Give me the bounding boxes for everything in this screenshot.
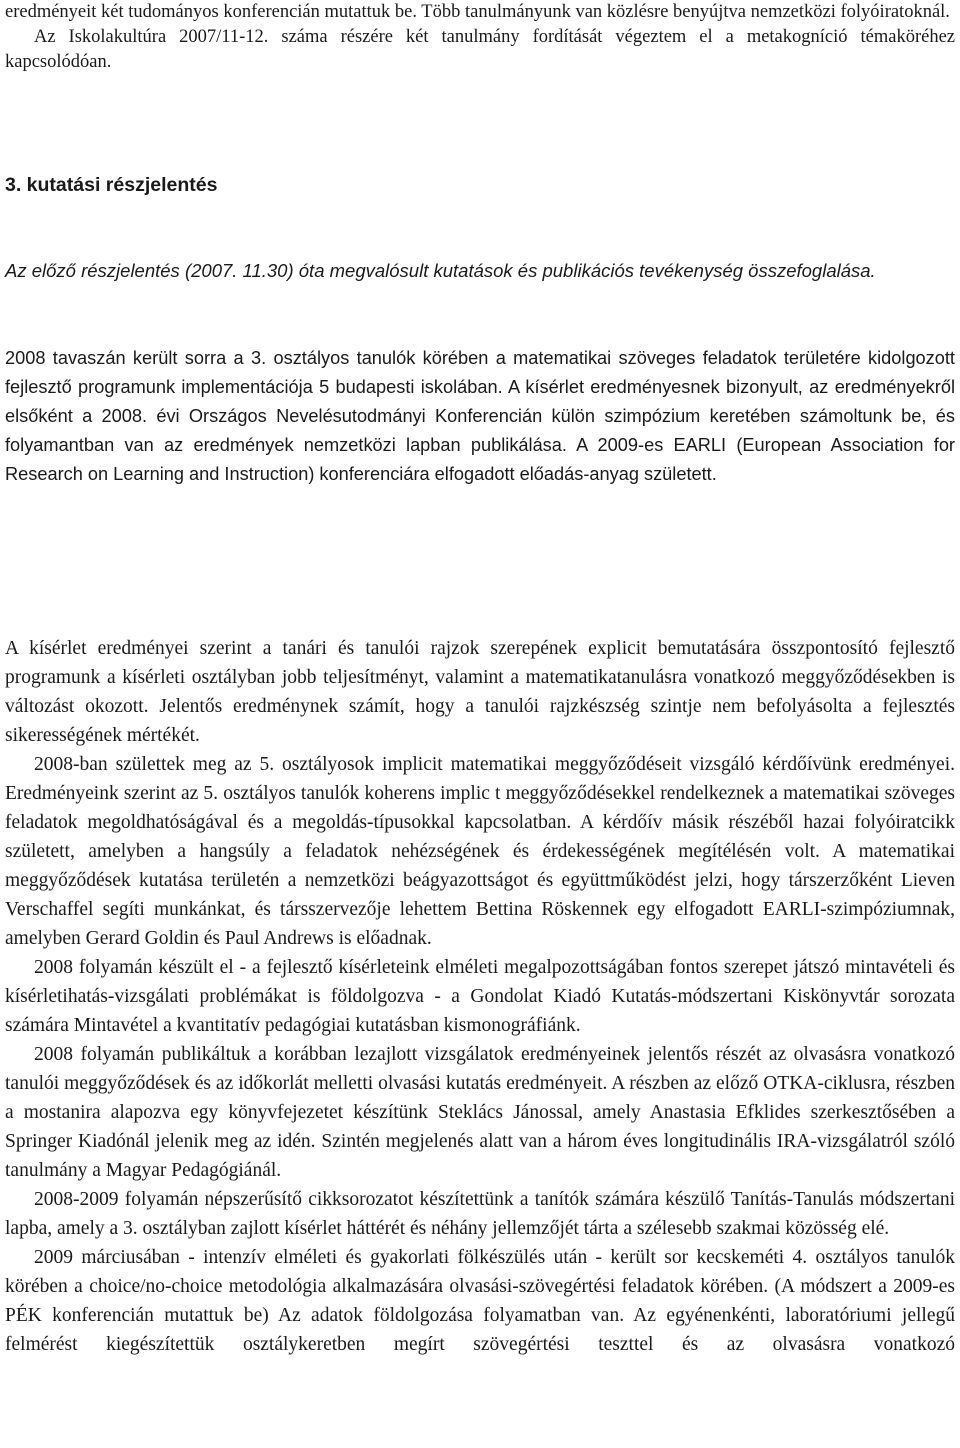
intro-paragraph-1: eredményeit két tudományos konferencián mutattuk be. Több tanulmányunk van közlésre benyújtva nemzetközi folyóiratoknál.: [5, 2, 950, 22]
paragraph-4: 2008 folyamán publikáltuk a korábban lezajlott vizsgálatok eredményeinek jelentős részét az olvasásra vonatkozó tanulói meggyőződések és az időkorlát melletti olvasási kutatás eredményeit. A részben az előző OTKA-ciklusra, részben a mostanira alapozva egy könyvfejezetet készítünk Steklács Jánossal, amely Anastasia Efklides szerkesztősében a Springer Kiadónál jelenik meg az idén. Szintén megjelenés alatt van a három éves longitudinális IRA-vizsgálatról szóló tanulmány a Magyar Pedagógiánál.: [5, 1044, 955, 1181]
section-heading: 3. kutatási részjelentés: [5, 174, 218, 196]
body-text: [5, 634, 955, 1359]
paragraph-3: 2008 folyamán készült el - a fejlesztő kísérleteink elméleti megalpozottságában fontos szerepet játszó mintavételi és kísérletihatás-vizsgálati problémákat is földolgozva - a Gondolat Kiadó Kutatás-módszertani Kiskönyvtár sorozata számára Mintavétel a kvantitatív pedagógiai kutatásban kismonográfiánk.: [5, 957, 955, 1036]
intro-text: [5, 0, 955, 75]
paragraph-6: 2009 márciusában - intenzív elméleti és gyakorlati fölkészülés után - került sor kecskeméti 4. osztályos tanulók körében a choice/no-choice metodológia alkalmazására olvasási-szövegértési feladatok körében. (A módszert a 2009-es PÉK konferencián mutattuk be) Az adatok földolgozása folyamatban van. Az egyénenkénti, laboratóriumi jellegű felmérést kiegészítettük osztálykeretben megírt szövegértési teszttel és az olvasásra vonatkozó: [5, 1247, 955, 1355]
paragraph-5: 2008-2009 folyamán népszerűsítő cikksorozatot készítettünk a tanítók számára készülő Tanítás-Tanulás módszertani lapba, amely a 3. osztályban zajlott kísérlet háttérét és néhány jellemzőjét tárta a szélesebb szakmai közösség elé.: [5, 1189, 955, 1239]
paragraph-1-sans: 2008 tavaszán került sorra a 3. osztályos tanulók körében a matematikai szöveges feladatok területére kidolgozott fejlesztő programunk implementációja 5 budapesti iskolában. A kísérlet eredményesnek bizonyult, az eredményekről elsőként a 2008. évi Országos Nevelésutodmányi Konferencián külön szimpózium keretében számoltunk be, és folyamantban van az eredmények nemzetközi lapban publikálása. A 2009-es EARLI (European Association for Research on Learning and Instruction) konferenciára elfogadott előadás-anyag született.: [5, 348, 955, 484]
paragraph-2: 2008-ban születtek meg az 5. osztályosok implicit matematikai meggyőződéseit vizsgáló kérdőívünk eredményei. Eredményeink szerint az 5. osztályos tanulók koherens implic t meggyőződésekkel rendelkeznek a matematikai szöveges feladatok megoldhatóságával és a megoldás-típusokkal kapcsolatban. A kérdőív másik részéből hazai folyóiratcikk született, amelyben a hangsúly a feladatok nehézségének és érdekességének megítélésén volt. A matematikai meggyőződések kutatása területén a nemzetközi beágyazottságot és együttműködést jelzi, hogy társzerzőként Lieven Verschaffel segíti munkánkat, és társszervezője lehettem Bettina Röskennek egy elfogadott EARLI-szimpóziumnak, amelyben Gerard Goldin és Paul Andrews is előadnak.: [5, 754, 955, 949]
paragraph-1-serif: A kísérlet eredményei szerint a tanári és tanulói rajzok szerepének explicit bemutatására összpontosító fejlesztő programunk a kísérleti osztályban jobb teljesítményt, valamint a matematikatanulásra vonatkozó meggyőződésekben is változást okozott. Jelentős eredménynek számít, hogy a tanulói rajzkészség szintje nem befolyásolta a fejlesztés sikerességének mértékét.: [5, 638, 955, 746]
intro-paragraph-2: Az Iskolakultúra 2007/11-12. száma részére két tanulmány fordítását végeztem el a metakogníció témaköréhez kapcsolódóan.: [5, 27, 955, 72]
section-subheading: Az előző részjelentés (2007. 11.30) óta megvalósult kutatások és publikációs tevékenység összefoglalása.: [5, 260, 876, 281]
